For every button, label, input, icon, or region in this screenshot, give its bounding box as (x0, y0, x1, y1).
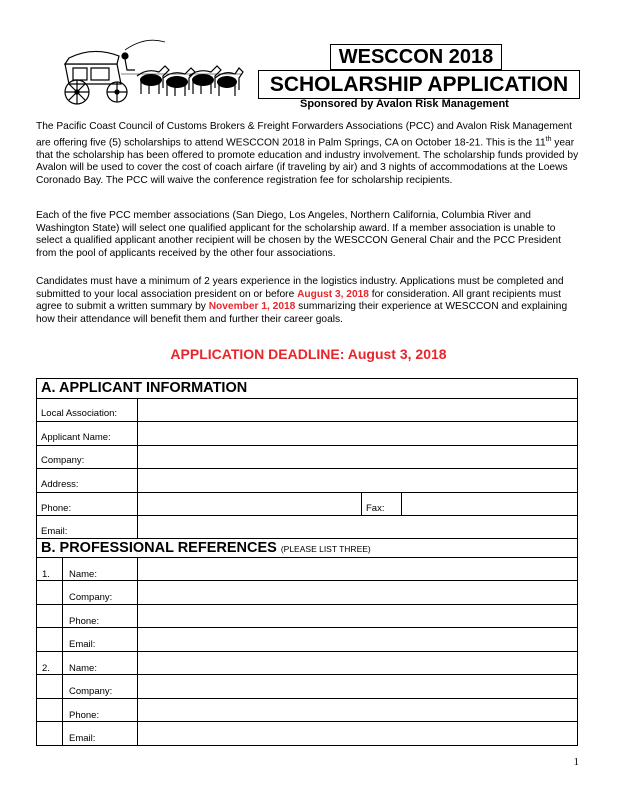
section-a-title: A. APPLICANT INFORMATION (41, 380, 248, 396)
section-b-title: B. PROFESSIONAL REFERENCES (PLEASE LIST THREE) (41, 540, 371, 556)
application-form (36, 378, 578, 746)
field-local-association: Local Association: (41, 408, 118, 419)
application-deadline: APPLICATION DEADLINE: August 3, 2018 (170, 346, 447, 362)
reference-2-phone: Phone: (69, 710, 100, 721)
reference-1-email: Email: (69, 639, 96, 650)
reference-1-name: Name: (69, 569, 97, 580)
field-phone: Phone: (41, 503, 72, 514)
deadline-date: August 3, 2018 (297, 288, 369, 300)
reference-1-number: 1. (42, 569, 50, 580)
intro-paragraph-3: Candidates must have a minimum of 2 years experience in the logistics industry. Applications must be completed and submitted to your local association president on or before August 3, 2018 for consideration. All grant recipients must agree to submit a written summary by November 1, 2018 summarizing their experience at WESCCON and explaining how their attendance will benefit them and further their career goals. (36, 276, 568, 325)
section-b-note: (PLEASE LIST THREE) (280, 544, 371, 554)
reference-1-company: Company: (69, 592, 113, 603)
reference-2-email: Email: (69, 733, 96, 744)
field-company: Company: (41, 455, 85, 466)
field-applicant-name: Applicant Name: (41, 432, 111, 443)
sponsor-line: Sponsored by Avalon Risk Management (300, 98, 509, 110)
stagecoach-logo (55, 36, 245, 106)
title-line-2: SCHOLARSHIP APPLICATION (258, 70, 580, 99)
summary-date: November 1, 2018 (208, 301, 296, 313)
intro-paragraph-1: The Pacific Coast Council of Customs Brokers & Freight Forwarders Associations (PCC) and Avalon Risk Management are offering five (5) scholarships to attend WESCCON 2018 in Palm Springs, CA on October 18-21. This is the 11th year that the scholarship has been offered to promote education and industry involvement. The scholarship funds provided by Avalon will be used to cover the cost of coach airfare (if traveling by air) and 3 nights of accommodations at the Loews Coronado Bay. The PCC will waive the conference registration fee for scholarship recipients. (36, 121, 579, 186)
intro-paragraph-2: Each of the five PCC member associations (San Diego, Los Angeles, Northern California, Columbia River and Washington State) will select one qualified applicant for the scholarship award. If a member association is unable to select a qualified applicant another recipient will be chosen by the WESCCON General Chair and the PCC President from the pool of applicants received by the other four associations. (36, 210, 561, 259)
reference-2-company: Company: (69, 686, 113, 697)
reference-1-phone: Phone: (69, 616, 100, 627)
title-line-1: WESCCON 2018 (330, 44, 502, 70)
reference-2-number: 2. (42, 663, 50, 674)
field-address: Address: (41, 479, 79, 490)
field-fax: Fax: (366, 503, 385, 514)
page-number: 1 (573, 756, 579, 768)
field-email: Email: (41, 526, 68, 537)
reference-2-name: Name: (69, 663, 97, 674)
